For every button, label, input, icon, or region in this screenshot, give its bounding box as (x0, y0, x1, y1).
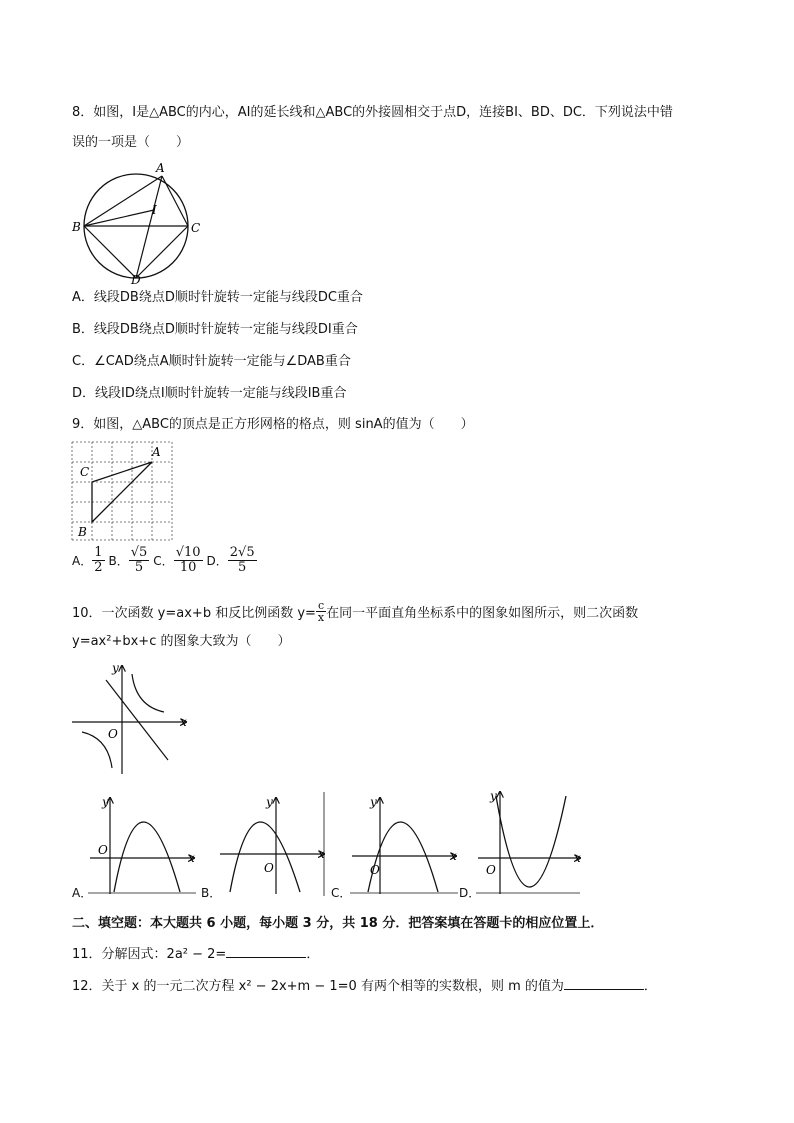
q9-option-b-label: B． (108, 554, 129, 568)
q10-frac-num: c (316, 600, 326, 612)
q10-option-d-graph (476, 788, 586, 896)
q9-label-a: A (152, 445, 161, 459)
q10-stem-line1 (72, 600, 638, 623)
q10-c-y: y (370, 795, 377, 809)
q10-option-c-graph (350, 792, 460, 896)
q10-main-origin: O (108, 727, 118, 741)
q10-option-a-graph (88, 792, 198, 896)
q9-option-d-label: D． (206, 554, 228, 568)
q10-main-figure (70, 660, 192, 776)
q10-option-b-label: B． (201, 886, 222, 900)
q10-option-d-label: D． (459, 886, 481, 900)
q10-option-c-label: C． (331, 886, 352, 900)
q8-option-a: A．线段DB绕点D顺时针旋转一定能与线段DC重合 (72, 290, 363, 305)
q9-figure-grid (70, 440, 176, 542)
q8-stem-line2: 误的一项是（ ） (72, 135, 190, 150)
q10-c-x: x (450, 849, 457, 863)
q11-answer-blank[interactable] (226, 944, 306, 958)
q9-option-c-num: √10 (175, 545, 201, 560)
q8-label-a: A (156, 161, 165, 175)
section-2-heading: 二、填空题：本大题共 6 小题，每小题 3 分，共 18 分．把答案填在答题卡的相应位置上． (72, 916, 604, 931)
q10-c-origin: O (370, 863, 380, 877)
q8-label-i: I (152, 203, 157, 217)
q8-label-c: C (191, 221, 201, 235)
q10-option-b-graph (218, 792, 328, 896)
q11-end: ． (306, 947, 320, 962)
q10-b-parabola (230, 822, 300, 892)
q10-c-parabola (368, 822, 438, 892)
q9-options (72, 546, 257, 575)
q10-main-y-label: y (112, 661, 119, 675)
q10-b-x: x (318, 847, 325, 861)
q12-end: ． (643, 979, 657, 994)
q10-a-origin: O (98, 843, 108, 857)
q9-option-d-num: 2√5 (229, 545, 255, 560)
q10-d-x: x (574, 851, 581, 865)
q8-stem-line1: 8．如图，I是△ABC的内心，AI的延长线和△ABC的外接圆相交于点D，连接BI、BD、DC．下列说法中错 (72, 105, 673, 120)
q9-label-b: B (78, 525, 87, 539)
q10-d-origin: O (486, 863, 496, 877)
q10-a-y: y (102, 795, 109, 809)
q9-option-c-den: 10 (179, 560, 197, 575)
q11-text: 11．分解因式：2a² − 2= (72, 947, 227, 962)
q10-stem-line2: y=ax²+bx+c 的图象大致为（ ） (72, 634, 291, 649)
q12-text: 12．关于 x 的一元二次方程 x² − 2x+m − 1=0 有两个相等的实数根，则 m 的值为 (72, 979, 564, 994)
q10-frac-den: x (317, 611, 325, 624)
q10-b-origin: O (264, 861, 274, 875)
q9-option-b-value (129, 546, 150, 575)
q9-option-c-label: C． (153, 554, 174, 568)
q8-option-c: C．∠CAD绕点A顺时针旋转一定能与∠DAB重合 (72, 354, 351, 369)
q8-option-b: B．线段DB绕点D顺时针旋转一定能与线段DI重合 (72, 322, 358, 337)
q9-option-a-value (92, 546, 104, 575)
q9-option-a-den: 2 (94, 560, 103, 575)
q9-option-c-value (174, 546, 203, 575)
q8-option-d: D．线段ID绕点I顺时针旋转一定能与线段IB重合 (72, 386, 347, 401)
q9-option-d-den: 5 (238, 560, 247, 575)
q9-option-b-den: 5 (134, 560, 144, 575)
q9-option-a-num: 1 (94, 545, 103, 560)
q12-answer-blank[interactable] (564, 976, 644, 990)
q9-stem: 9．如图，△ABC的顶点是正方形网格的格点，则 sinA的值为（ ） (72, 417, 474, 432)
q9-label-c: C (80, 465, 90, 479)
q10-main-x-label: x (180, 715, 187, 729)
q10-d-y: y (490, 789, 497, 803)
q8-label-b: B (72, 220, 81, 234)
q10-inline-fraction (316, 600, 326, 623)
q10-stem-pre: 10．一次函数 y=ax+b 和反比例函数 y= (72, 606, 316, 621)
q10-d-parabola (496, 796, 566, 887)
q9-option-a-label: A． (72, 554, 93, 568)
q8-figure-circle (70, 158, 202, 286)
q10-hyperbola-branch-1 (132, 674, 164, 712)
q12 (72, 976, 657, 997)
q10-b-y: y (266, 795, 273, 809)
q11 (72, 944, 319, 965)
q9-option-b-num: √5 (130, 545, 148, 560)
q10-a-x: x (188, 851, 195, 865)
q10-option-a-label: A． (72, 886, 93, 900)
q9-option-d-value (228, 546, 257, 575)
q8-label-d: D (131, 273, 141, 286)
q10-stem-post: 在同一平面直角坐标系中的图象如图所示，则二次函数 (326, 606, 639, 621)
q10-a-parabola (114, 822, 180, 892)
